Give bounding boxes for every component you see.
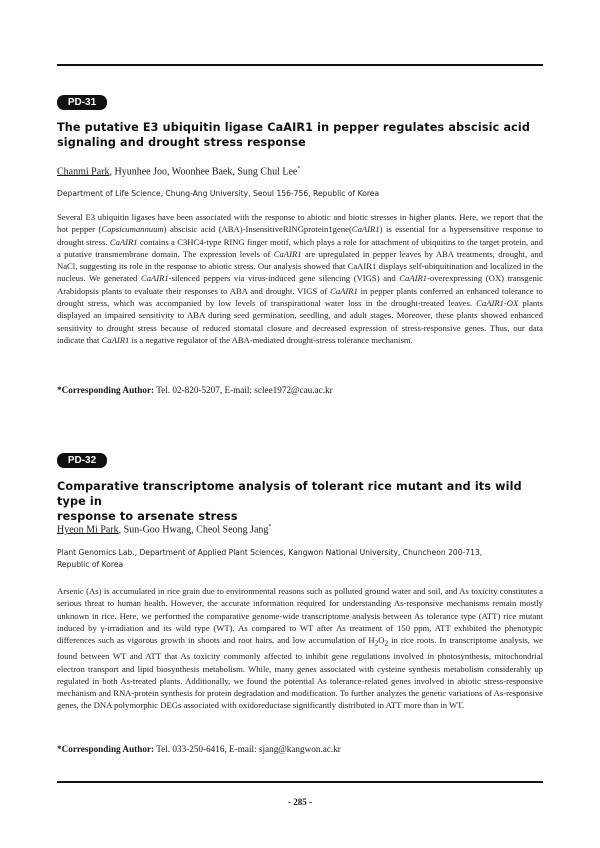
corresponding-label: *Corresponding Author:	[57, 744, 155, 754]
title-line: The putative E3 ubiquitin ligase CaAIR1 in pepper regulates abscisic acid	[57, 121, 531, 134]
corresponding-mark: *	[268, 524, 272, 530]
bottom-rule	[57, 781, 543, 783]
author-list	[57, 521, 543, 536]
corresponding-author	[57, 743, 543, 755]
corresponding-contact: Tel. 033-250-6416, E-mail: sjang@kangwon.ac.kr	[154, 744, 341, 754]
abstract-id-badge: PD-32	[57, 453, 107, 468]
abstract-body: Arsenic (As) is accumulated in rice grain due to environmental reasons such as polluted ground water and soil, and As toxicity constitutes a serious threat to human health. However, the accurate information required for understanding As-responsive mechanisms remain mostly unknown in rice. Here, we performed the comparative genome-wide transcriptome analysis between As tolerance type (ATT) rice mutant induced by γ-irradiation and its wild type (WT). As compared to WT after As treatment of 150 ppm, ATT exhibited the phenotypic differences such as vigorous growth in shoots and root hairs, and low accumulation of $H_2O_2$ in rice roots. In transcriptome analysis, we found between WT and ATT that As toxicity commonly affected to inhibit gene regulations involved in photosynthesis, mitochondrial electron transport and lipid biosynthesis metabolism. While, many genes associated with cysteine synthesis metabolism considerably up regulated in both As-treated plants. Additionally, we found the potential As tolerance-related genes involved in abiotic stress-responsive mechanism and RNA-protein synthesis for protein degradation and modification. To further analyzes the genetic variations of As-responsive genes, the DNA polymorphic DEGs associated with oxidoreductase significantly distributed in ATT more than in WT.	[57, 586, 543, 711]
page-number: - 285 -	[288, 797, 312, 807]
affiliation: Plant Genomics Lab., Department of Applied Plant Sciences, Kangwon National University, Chuncheon 200-713, Republic of Korea	[57, 548, 483, 569]
corresponding-contact: Tel. 02-820-5207, E-mail: sclee1972@cau.ac.kr	[154, 385, 333, 395]
abstract-body: Several E3 ubiquitin ligases have been associated with the response to abiotic and biotic stresses in higher plants. Here, we report that the hot pepper (Capsicumannuum) abscisic acid (ABA)-InsensitiveRINGprotein1gene(CaAIR1) is essential for a hypersensitive response to drought stress. CaAIR1 contains a C3HC4-type RING finger motif, which plays a role for attachment of ubiquitins to the target protein, and a putative transmembrane domain. The expression levels of CaAIR1 are upregulated in pepper leaves by ABA treatments, drought, and NaCl, suggesting its role in the response to abiotic stress. Our analysis showed that CaAIR1 displays self-ubiquitination and localized in the nucleus. We generated CaAIR1-silenced peppers via virus-induced gene silencing (VIGS) and CaAIR1-overexpressing (OX) transgenic Arabidopsis plants to evaluate their responses to ABA and drought. VIGS of CaAIR1 in pepper plants conferred an enhanced tolerance to drought stress, which was accompanied by low levels of transpirational water loss in the drought-treated leaves. CaAIR1-OX plants displayed an impaired sensitivity to ABA during seed germination, seedling, and adult stages. Moreover, these plants showed enhanced sensitivity to drought stress because of reduced stomatal closure and decreased expression of stress-responsive genes. Thus, our data indicate that CaAIR1 is a negative regulator of the ABA-mediated drought-stress tolerance mechanism.	[57, 212, 543, 345]
title-line: signaling and drought stress response	[57, 136, 306, 149]
abstract-id-badge: PD-31	[57, 95, 107, 110]
affiliation: Department of Life Science, Chung-Ang University, Seoul 156-756, Republic of Korea	[57, 189, 380, 198]
corresponding-author	[57, 384, 543, 396]
title-line: response to arsenate stress	[57, 510, 238, 523]
corresponding-mark: *	[297, 166, 301, 172]
co-authors: , Hyunhee Joo, Woonhee Baek, Sung Chul Lee	[109, 166, 298, 178]
title-line: Comparative transcriptome analysis of tolerant rice mutant and its wild type in	[57, 480, 522, 508]
author-list	[57, 163, 543, 178]
co-authors: , Sun-Goo Hwang, Cheol Seong Jang	[118, 524, 269, 536]
presenting-author: Chanmi Park	[57, 166, 110, 178]
corresponding-label: *Corresponding Author:	[57, 385, 155, 395]
abstract-title	[57, 120, 547, 150]
presenting-author: Hyeon Mi Park	[57, 524, 119, 536]
abstract-title	[57, 479, 547, 524]
top-rule	[57, 64, 543, 66]
